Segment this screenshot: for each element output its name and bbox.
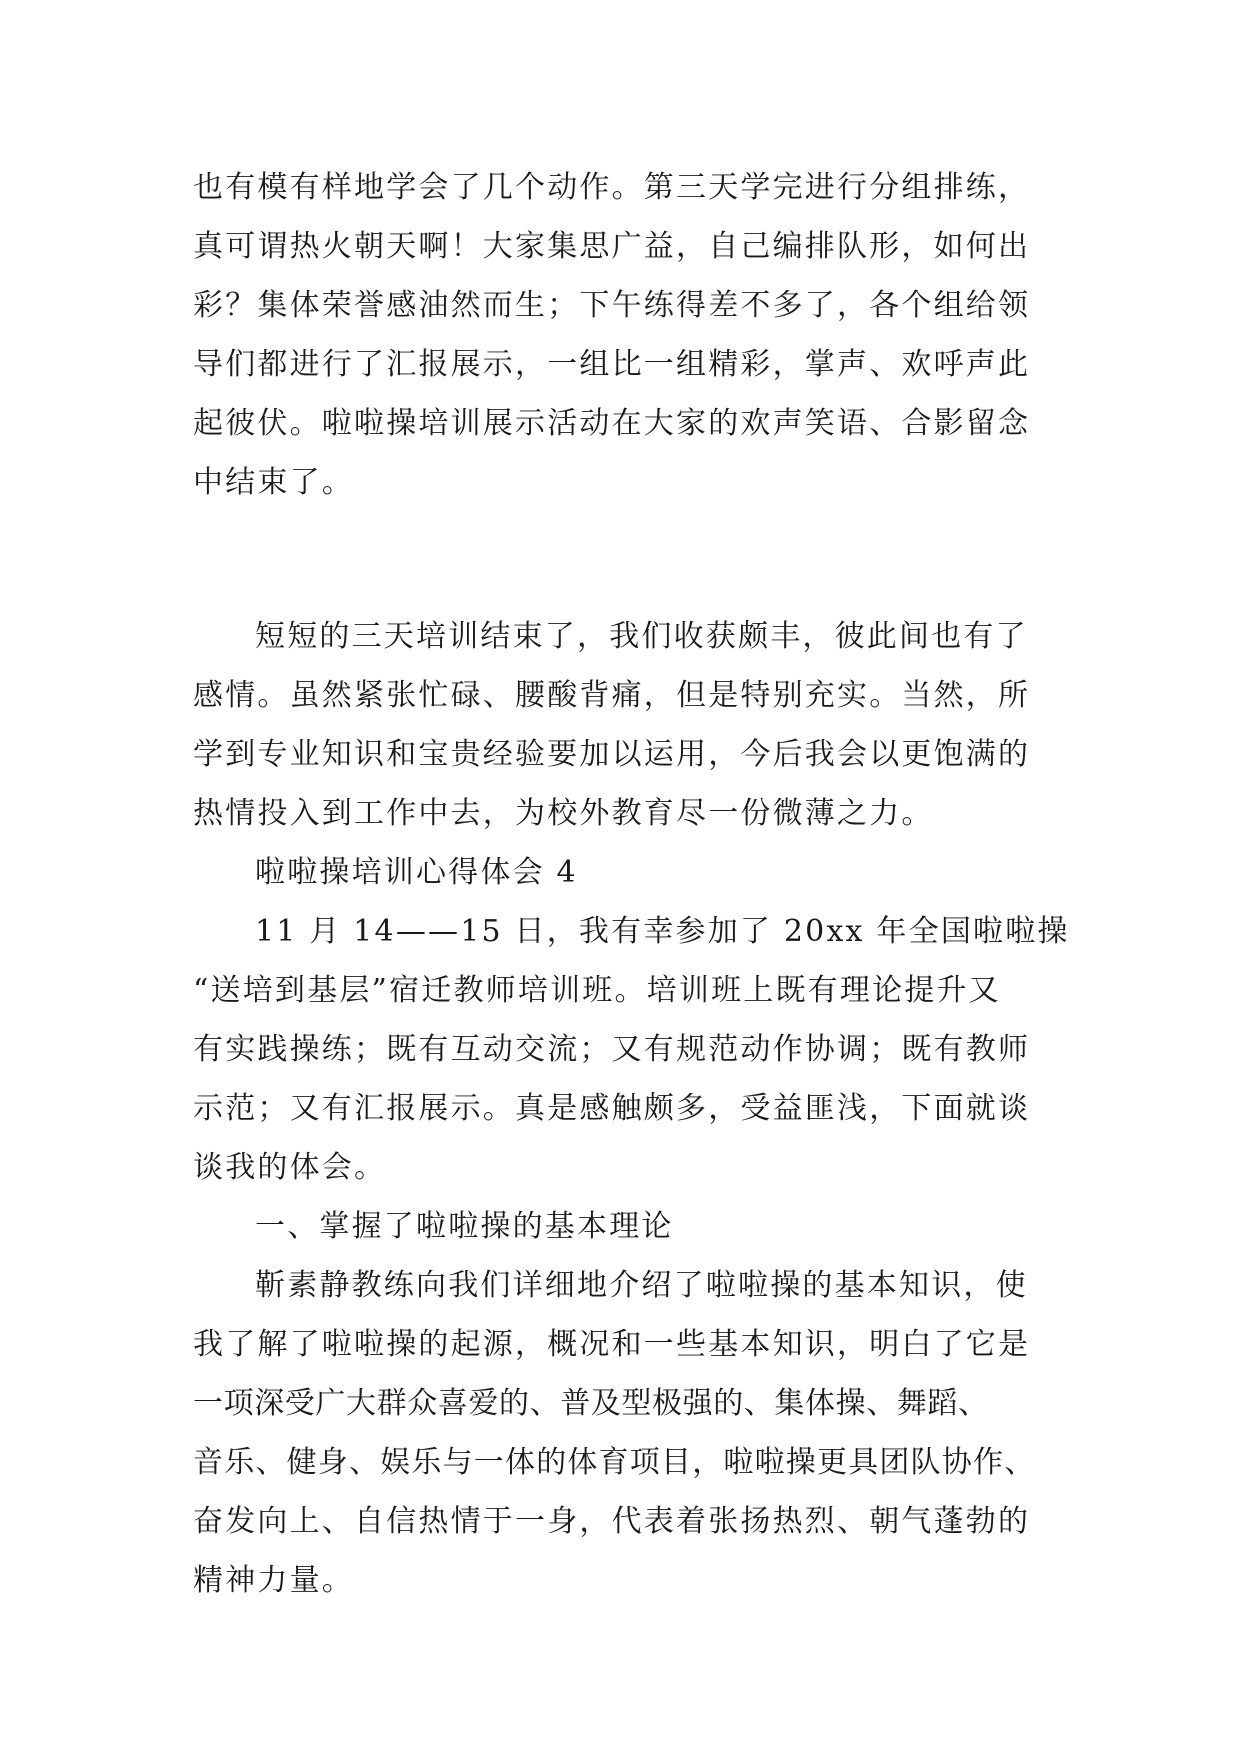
text-line: 示范；又有汇报展示。真是感触颇多，受益匪浅，下面就谈: [193, 1091, 1031, 1126]
text-line: “送培到基层”宿迁教师培训班。培训班上既有理论提升又: [193, 973, 1001, 1008]
paragraph-continuation: [193, 158, 1063, 512]
text-line: 音乐、健身、娱乐与一体的体育项目，啦啦操更具团队协作、: [193, 1445, 1036, 1480]
text-line: 有实践操练；既有互动交流；又有规范动作协调；既有教师: [193, 1032, 1031, 1067]
text-line: 奋发向上、自信热情于一身，代表着张扬热烈、朝气蓬勃的: [193, 1504, 1031, 1539]
text-line: 一项深受广大群众喜爱的、普及型极强的、集体操、舞蹈、: [193, 1386, 989, 1421]
article-heading: 啦啦操培训心得体会 4: [255, 855, 578, 890]
text-line: 感情。虽然紧张忙碌、腰酸背痛，但是特别充实。当然，所: [193, 678, 1031, 713]
text-line: 我了解了啦啦操的起源，概况和一些基本知识，明白了它是: [193, 1327, 1031, 1362]
text-line: 短短的三天培训结束了，我们收获颇丰，彼此间也有了: [255, 619, 1028, 654]
text-line: 学到专业知识和宝贵经验要加以运用，今后我会以更饱满的: [193, 737, 1031, 772]
text-line: 中结束了。: [193, 465, 354, 500]
text-line: 起彼伏。啦啦操培训展示活动在大家的欢声笑语、合影留念: [193, 406, 1031, 441]
paragraph-theory: [193, 1256, 1063, 1610]
section-heading: 一、掌握了啦啦操的基本理论: [255, 1209, 674, 1244]
text-line: 导们都进行了汇报展示，一组比一组精彩，掌声、欢呼声此: [193, 347, 1031, 382]
text-line: 谈我的体会。: [193, 1150, 387, 1185]
text-line: 精神力量。: [193, 1563, 354, 1598]
paragraph-spacer: [193, 512, 1063, 607]
text-line: 也有模有样地学会了几个动作。第三天学完进行分组排练，: [193, 170, 1031, 205]
document-body: [193, 158, 1070, 1610]
paragraph-intro: [193, 902, 1070, 1197]
text-line: 11 月 14——15 日，我有幸参加了 20xx 年全国啦啦操: [255, 914, 1070, 949]
paragraph-summary: [193, 607, 1063, 843]
text-line: 真可谓热火朝天啊！大家集思广益，自己编排队形，如何出: [193, 229, 1031, 264]
text-line: 热情投入到工作中去，为校外教育尽一份微薄之力。: [193, 796, 934, 831]
text-line: 靳素静教练向我们详细地介绍了啦啦操的基本知识，使: [255, 1268, 1028, 1303]
text-line: 彩？集体荣誉感油然而生；下午练得差不多了，各个组给领: [193, 288, 1031, 323]
